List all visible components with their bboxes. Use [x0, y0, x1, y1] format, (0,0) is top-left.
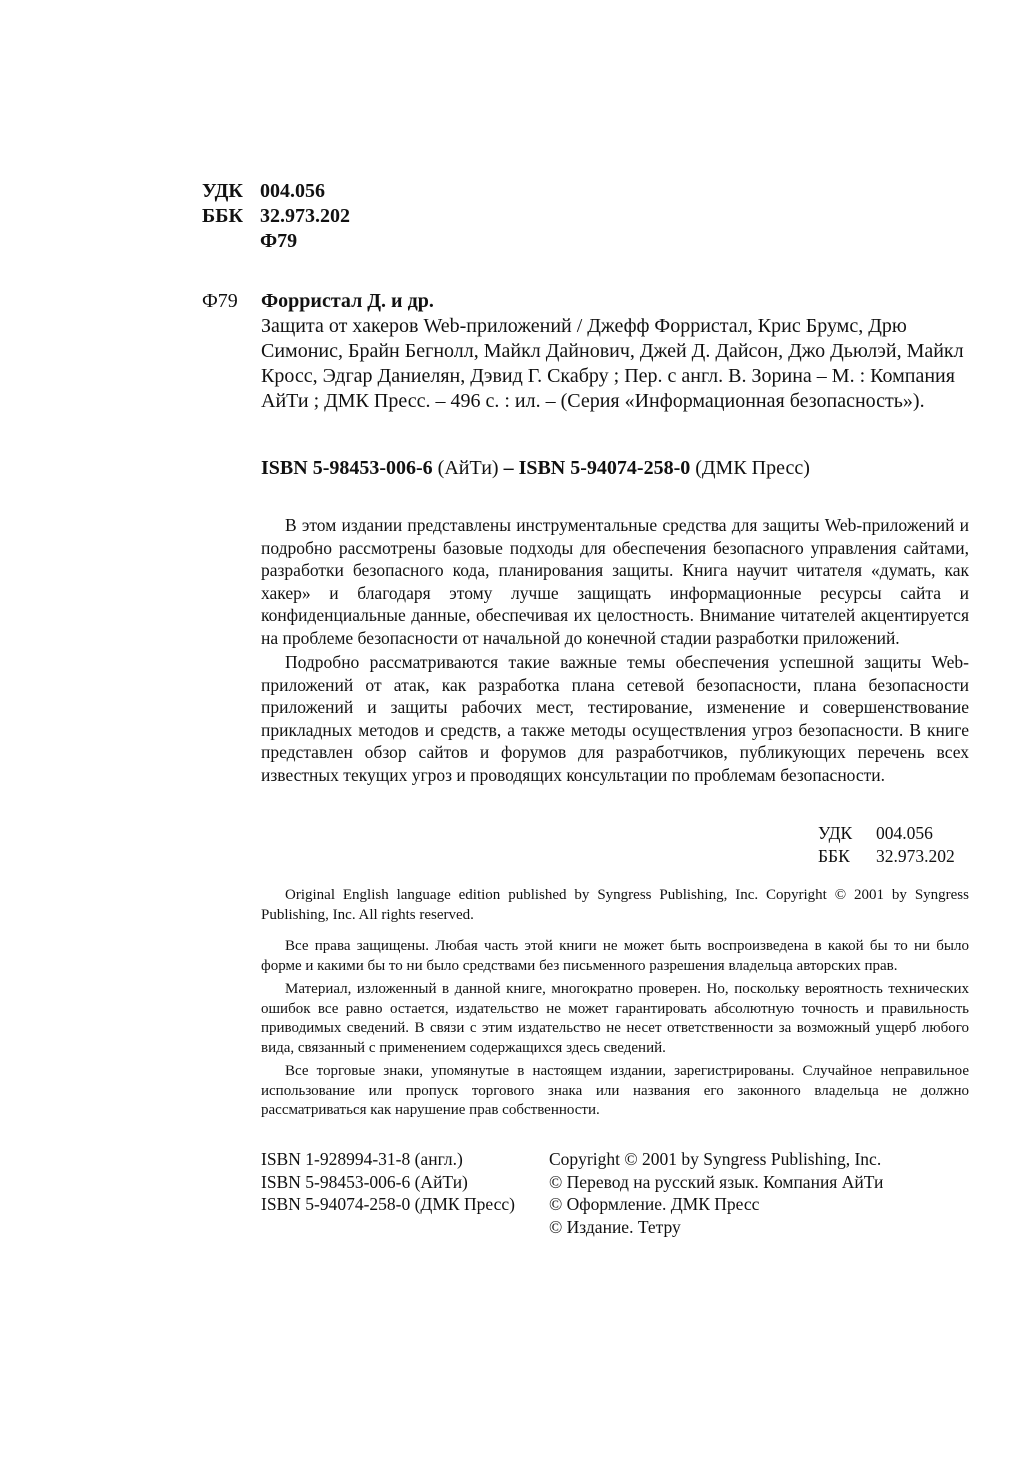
- bibliographic-record: [261, 289, 971, 414]
- udk-value: 004.056: [260, 180, 325, 202]
- record-author: Форристал Д. и др.: [261, 290, 434, 312]
- udk-label: УДК: [202, 180, 243, 202]
- classification-codes: [202, 179, 350, 254]
- copyright-item: © Оформление. ДМК Пресс: [549, 1194, 760, 1214]
- record-author-code: Ф79: [202, 290, 238, 312]
- original-edition-text: Original English language edition published by Syngress Publishing, Inc. Copyright © 2001 by Syngress Publishing, Inc. All rights reserved.: [261, 887, 969, 923]
- bbk-value: 32.973.202: [260, 205, 350, 227]
- udk-label: УДК: [818, 823, 853, 843]
- annotation-paragraph: Подробно рассматриваются такие важные темы обеспечения успешной защиты Web-приложений от атак, как разработка плана сетевой безопасности, плана безопасности приложений и защиты рабочих мест, тестирование, изменение и совершенствование прикладных методов и средств, а также методы осуществления угроз безопасности. В книге представлен обзор сайтов и форумов для разработчиков, публикующих перечень всех известных текущих угроз и проводящих консультации по проблемам безопасности.: [261, 652, 969, 785]
- udk-value: 004.056: [876, 823, 933, 843]
- copyright-item: Copyright © 2001 by Syngress Publishing, Inc.: [549, 1149, 882, 1169]
- rights-paragraph: Все торговые знаки, упомянутые в настоящем издании, зарегистрированы. Случайное неправильное использование или пропуск торгового знака или названия его законного владельца не должно рассматриваться как нарушение прав собственности.: [261, 1063, 969, 1118]
- bbk-value: 32.973.202: [876, 845, 955, 866]
- annotation: [261, 514, 969, 788]
- isbn-list: [261, 1148, 515, 1216]
- bbk-label: ББК: [202, 205, 243, 227]
- isbn-line: [261, 456, 981, 481]
- isbn-item: ISBN 5-98453-006-6 (АйТи): [261, 1171, 468, 1192]
- copyright-item: © Перевод на русский язык. Компания АйТи: [549, 1171, 884, 1192]
- rights-paragraph: Материал, изложенный в данной книге, многократно проверен. Но, поскольку вероятность технических ошибок все равно остается, издательство не может гарантировать абсолютную точность и правильность приводимых сведений. В связи с этим издательство не несет ответственности за возможный ущерб любого вида, связанный с применением содержащихся здесь сведений.: [261, 981, 969, 1056]
- rights-paragraph: Все права защищены. Любая часть этой книги не может быть воспроизведена в какой бы то ни было форме и какими бы то ни было средствами без письменного разрешения владельца авторских прав.: [261, 938, 969, 974]
- record-description: Защита от хакеров Web-приложений / Джефф Форристал, Крис Брумс, Дрю Симонис, Брайн Бегнолл, Майкл Дайнович, Джей Д. Дайсон, Джо Дьюлэй, Майкл Кросс, Эдгар Даниелян, Дэвид Г. Скабру ; Пер. с англ. В. Зорина – М. : Компания АйТи ; ДМК Пресс. – 496 с. : ил. – (Серия «Информационная безопасность»).: [261, 315, 964, 412]
- isbn-aiti: ISBN 5-98453-006-6: [261, 457, 433, 479]
- isbn-dmk: ISBN 5-94074-258-0: [518, 457, 691, 479]
- copyright-list: [549, 1148, 883, 1238]
- isbn-dmk-publisher: (ДМК Пресс): [695, 457, 810, 479]
- copyright-item: © Издание. Тетру: [549, 1216, 681, 1237]
- annotation-paragraph: В этом издании представлены инструментальные средства для защиты Web-приложений и подробно рассмотрены базовые подходы для обеспечения безопасного управления сайтами, разработки безопасного кода, планирования защиты. Книга научит читателя «думать, как хакер» и благодаря этому лучше защищать информационные ресурсы сайта и конфиденциальные данные, обеспечивая их целостность. Внимание читателей акцентируется на проблеме безопасности от начальной до конечной стадии разработки приложений.: [261, 515, 969, 648]
- original-edition-notice: [261, 886, 969, 929]
- isbn-item: ISBN 1-928994-31-8 (англ.): [261, 1149, 463, 1169]
- author-sign: Ф79: [260, 230, 298, 252]
- isbn-aiti-publisher: (АйТи): [437, 457, 499, 479]
- isbn-dash: –: [503, 457, 514, 479]
- bbk-label: ББК: [818, 845, 850, 866]
- classification-codes-bottom: [818, 822, 955, 867]
- rights-notice: [261, 937, 969, 1125]
- isbn-item: ISBN 5-94074-258-0 (ДМК Пресс): [261, 1194, 515, 1214]
